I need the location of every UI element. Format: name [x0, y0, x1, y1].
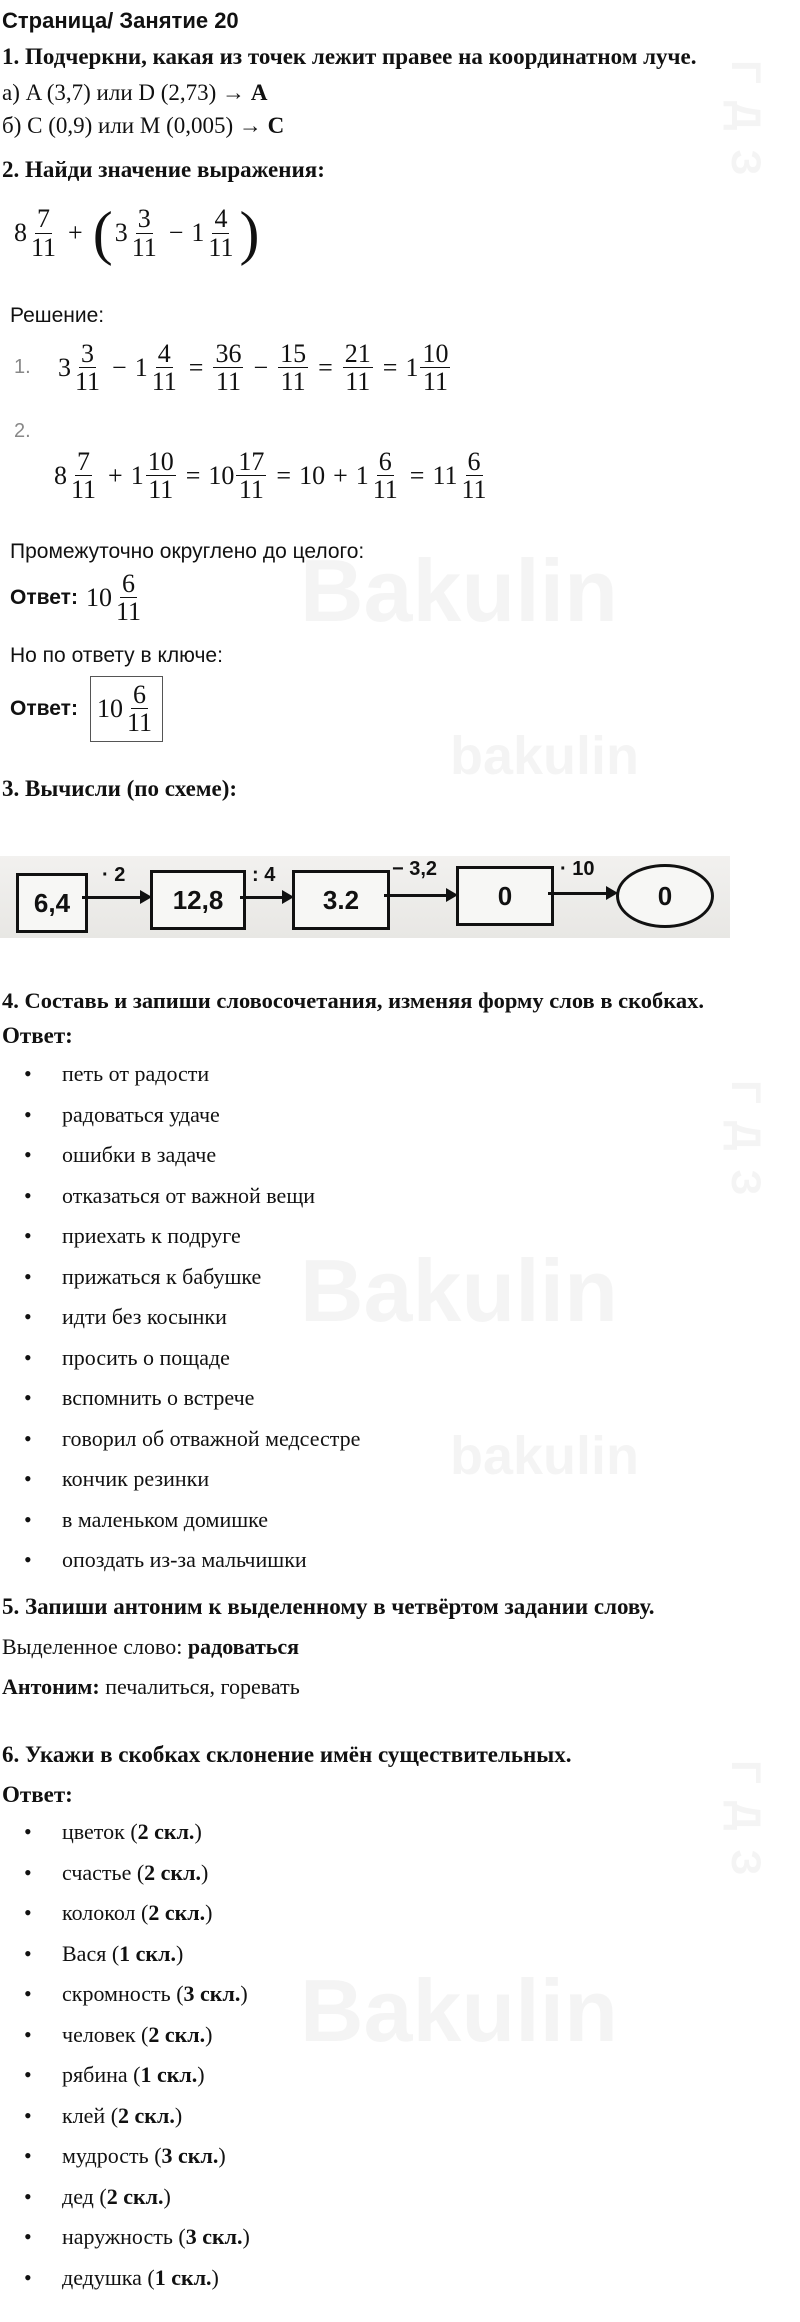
scheme-arrow — [384, 894, 454, 897]
noun-word: клей — [62, 2102, 106, 2128]
scheme-op-3: − 3,2 — [392, 858, 438, 880]
task2-expression: 8 $\frac{7}{11}$ + ( 3 $\frac{3}{11}$ − 1 $\frac{4}{11}$ ) — [14, 200, 260, 266]
noun-word: скромность — [62, 1981, 171, 2006]
task2-key-note: Но по ответу в ключе: — [10, 644, 223, 667]
list-item: • человек (2 скл.) — [0, 2015, 250, 2056]
list-item: • отказаться от важной вещи — [0, 1176, 360, 1217]
list-item: • прижаться к бабушке — [0, 1257, 360, 1298]
task2-solution-label: Решение: — [10, 304, 105, 327]
task6-list — [0, 1812, 250, 2298]
task6-answer-label: Ответ: — [2, 1782, 73, 1807]
task2-step2-label: 2. — [14, 420, 31, 442]
list-item: • клей (2 скл.) — [0, 2096, 250, 2137]
task2-rounded-note: Промежуточно округлено до целого: — [10, 540, 365, 563]
declension: 3 скл. — [183, 1981, 241, 2006]
list-item: • мудрость (3 скл.) — [0, 2136, 250, 2177]
watermark-bakulin — [450, 725, 639, 787]
scheme-result: 0 — [616, 864, 714, 928]
task2-answer-2: Ответ: 10 $\frac{6}{11}$ — [10, 676, 163, 742]
scheme-value-4: 0 — [456, 866, 554, 926]
noun-word: мудрость — [62, 2143, 149, 2168]
list-item: • Вася (1 скл.) — [0, 1934, 250, 1975]
list-item: • колокол (2 скл.) — [0, 1893, 250, 1934]
task5-antonym: Антоним: печалиться, горевать — [2, 1674, 300, 1699]
list-item: • в маленьком домишке — [0, 1500, 360, 1541]
task2-title: 2. Найди значение выражения: — [2, 157, 325, 182]
scheme-value-1: 6,4 — [16, 873, 88, 933]
calc-scheme — [0, 856, 730, 938]
watermark-bakulin — [450, 1425, 639, 1487]
task5-selected: Выделенное слово: радоваться — [2, 1634, 300, 1659]
scheme-op-1: · 2 — [102, 864, 126, 886]
noun-word: наружность — [62, 2224, 173, 2249]
noun-word: человек — [62, 2021, 136, 2047]
task3-title: 3. Вычисли (по схеме): — [2, 776, 238, 801]
declension: 3 скл. — [161, 2143, 219, 2168]
list-item: • счастье (2 скл.) — [0, 1853, 250, 1894]
noun-word: счастье — [62, 1859, 132, 1885]
scheme-op-2: : 4 — [252, 864, 276, 886]
task2-step1: 1. 3 $\frac{3}{11}$ − 1 $\frac{4}{11}$ = $\frac{36}{11}$ − $\frac{15}{11}$ = $\frac{21}{11}$ = 1 $\frac{10}{11}$ — [14, 339, 449, 397]
declension: 1 скл. — [154, 2264, 212, 2290]
list-item: • идти без косынки — [0, 1297, 360, 1338]
task5-title: 5. Запиши антоним к выделенному в четвёртом задании слову. — [2, 1594, 655, 1619]
noun-word: дедушка — [62, 2264, 142, 2290]
list-item: • просить о пощаде — [0, 1338, 360, 1379]
watermark-side — [722, 1080, 770, 1214]
list-item: • скромность (3 скл.) — [0, 1974, 250, 2015]
task4-answer-label: Ответ: — [2, 1023, 73, 1048]
watermark-side — [722, 1760, 770, 1894]
watermark-bakulin — [300, 1960, 618, 2062]
watermark-side — [722, 60, 770, 194]
list-item: • ошибки в задаче — [0, 1135, 360, 1176]
task4-title: 4. Составь и запиши словосочетания, изменяя форму слов в скобках. — [2, 988, 705, 1013]
declension: 2 скл. — [137, 1819, 195, 1844]
declension: 2 скл. — [118, 2102, 175, 2128]
list-item: • дедушка (1 скл.) — [0, 2258, 250, 2299]
list-item: • вспомнить о встрече — [0, 1378, 360, 1419]
declension: 3 скл. — [185, 2224, 243, 2249]
scheme-arrow — [548, 892, 614, 895]
task2-answer-1: Ответ: 10 $\frac{6}{11}$ — [10, 569, 141, 627]
noun-word: дед — [62, 2183, 94, 2209]
noun-word: Вася — [62, 1940, 107, 1966]
scheme-arrow — [82, 896, 148, 899]
list-item: • дед (2 скл.) — [0, 2177, 250, 2218]
list-item: • цветок (2 скл.) — [0, 1812, 250, 1853]
scheme-value-3: 3.2 — [292, 870, 390, 930]
task1-title: 1. Подчеркни, какая из точек лежит правее на координатном луче. — [2, 44, 697, 69]
list-item: • петь от радости — [0, 1054, 360, 1095]
list-item: • опоздать из-за мальчишки — [0, 1540, 360, 1581]
noun-word: рябина — [62, 2062, 128, 2087]
declension: 1 скл. — [140, 2062, 198, 2087]
noun-word: цветок — [62, 1819, 125, 1844]
declension: 2 скл. — [148, 1900, 206, 1925]
list-item: • рябина (1 скл.) — [0, 2055, 250, 2096]
list-item: • приехать к подруге — [0, 1216, 360, 1257]
scheme-value-2: 12,8 — [150, 870, 246, 930]
task4-list — [0, 1054, 360, 1581]
scheme-arrow — [240, 896, 290, 899]
task1-item-a: а) A (3,7) или D (2,73) → A — [2, 80, 268, 105]
declension: 2 скл. — [148, 2021, 206, 2047]
noun-word: колокол — [62, 1900, 136, 1925]
list-item: • кончик резинки — [0, 1459, 360, 1500]
declension: 2 скл. — [144, 1859, 201, 1885]
scheme-op-4: · 10 — [560, 858, 595, 880]
boxed-answer: 10 $\frac{6}{11}$ — [90, 676, 163, 742]
task6-title: 6. Укажи в скобках склонение имён существительных. — [2, 1742, 572, 1767]
declension: 2 скл. — [106, 2183, 164, 2209]
task2-step2: 8 $\frac{7}{11}$ + 1 $\frac{10}{11}$ = 10 $\frac{17}{11}$ = 10 + 1 $\frac{6}{11}$ = 11 $\frac{6}{11}$ — [54, 447, 487, 505]
page-header: Страница/ Занятие 20 — [2, 8, 239, 33]
list-item: • радоваться удаче — [0, 1095, 360, 1136]
list-item: • наружность (3 скл.) — [0, 2217, 250, 2258]
declension: 1 скл. — [119, 1940, 176, 1966]
list-item: • говорил об отважной медсестре — [0, 1419, 360, 1460]
step1-label: 1. — [14, 356, 31, 379]
task1-item-b: б) C (0,9) или M (0,005) → C — [2, 113, 285, 138]
